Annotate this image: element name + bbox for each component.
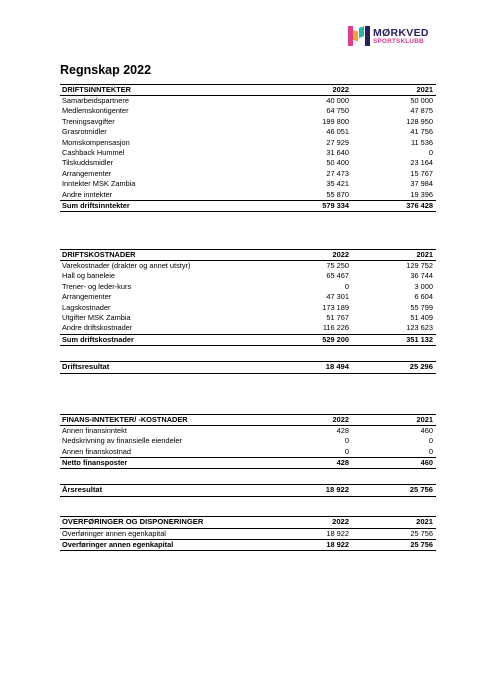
section-arsresultat [60, 484, 436, 497]
section-driftskostnader [60, 249, 436, 346]
section-header: DRIFTSINNTEKTER 2022 2021 [60, 84, 436, 96]
table-row: Arrangementer 27 473 15 767 [62, 168, 433, 178]
club-name: MØRKVED [373, 27, 429, 39]
club-sub: SPORTSKLUBB [373, 38, 424, 45]
table-row: Nedskrivning av finansielle eiendeler 0 0 [62, 436, 433, 446]
sum-row: Netto finansposter 428 460 [60, 457, 436, 469]
section-finans [60, 414, 436, 469]
sum-row: Sum driftskostnader 529 200 351 132 [60, 334, 436, 346]
table-row: Arrangementer 47 301 6 604 [62, 292, 433, 302]
result-row: Årsresultat 18 922 25 756 [60, 484, 436, 497]
table-row: Andre inntekter 55 870 19 396 [62, 189, 433, 199]
table-row: Annen finanskostnad 0 0 [62, 446, 433, 456]
table-row: Varekostnader (drakter og annet utstyr) 75 250 129 752 [62, 261, 433, 270]
table-row: Inntekter MSK Zambia 35 421 37 984 [62, 179, 433, 189]
page-title: Regnskap 2022 [60, 63, 152, 77]
sum-row: Sum driftsinntekter 579 334 376 428 [60, 200, 436, 212]
table-row: Hall og baneleie 65 467 36 744 [62, 271, 433, 281]
table-row: Utgifter MSK Zambia 51 767 51 409 [62, 312, 433, 322]
section-overforinger [60, 516, 436, 551]
section-header: FINANS-INNTEKTER/ -KOSTNADER 2022 2021 [60, 414, 436, 426]
table-row: Momskompensasjon 27 929 11 536 [62, 137, 433, 147]
table-row: Samarbeidspartnere 40 000 50 000 [62, 96, 433, 105]
table-row: Treningsavgifter 199 800 128 950 [62, 116, 433, 126]
section-driftsresultat [60, 361, 436, 374]
section-driftsinntekter [60, 84, 436, 212]
sum-row: Overføringer annen egenkapital 18 922 25 756 [60, 539, 436, 551]
result-row: Driftsresultat 18 494 25 296 [60, 361, 436, 374]
section-header: OVERFØRINGER OG DISPONERINGER 2022 2021 [60, 516, 436, 529]
table-row: Annen finansinntekt 428 460 [62, 426, 433, 435]
table-row: Medlemskontigenter 64 750 47 875 [62, 106, 433, 116]
table-row: Trener- og leder-kurs 0 3 000 [62, 281, 433, 291]
table-row: Overføringer annen egenkapital 18 922 25 756 [62, 528, 433, 538]
table-row: Tilskuddsmidler 50 400 23 164 [62, 158, 433, 168]
table-row: Grasrotmidler 46 051 41 756 [62, 127, 433, 137]
club-logo-mark [348, 26, 370, 46]
table-row: Andre driftskostnader 116 226 123 623 [62, 323, 433, 333]
table-row: Cashback Hummel 31 640 0 [62, 147, 433, 157]
section-header: DRIFTSKOSTNADER 2022 2021 [60, 249, 436, 261]
table-row: Lagskostnader 173 189 55 799 [62, 302, 433, 312]
club-logo [348, 26, 443, 48]
